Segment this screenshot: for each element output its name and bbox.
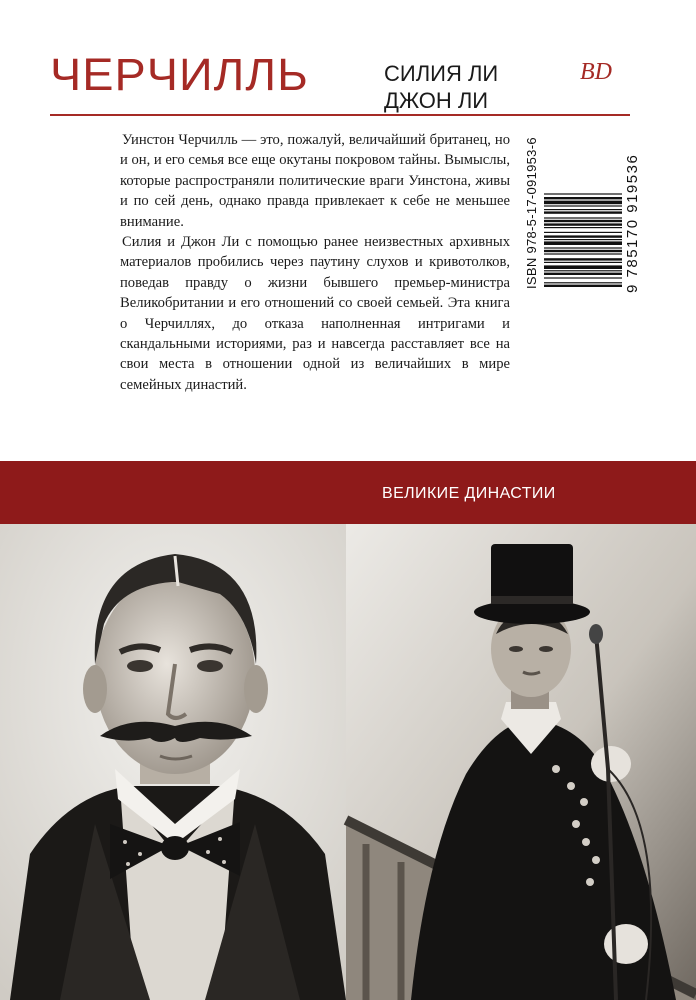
blurb-paragraph-2: Силия и Джон Ли с помощью ранее неизвестных архивных материалов пробились через паутину слухов и кривотолков, поведав правду о жизни бывшего премьер-министра Великобритании и его отношений со своей семьей. Эта книга о Черчиллях, до отказа наполненная интригами и скандальными историями, раз и навсегда расставляет все на свои места в отношении одной из величайших в мире семейных династий. bbox=[120, 234, 510, 393]
barcode-bar bbox=[544, 209, 622, 210]
author-2: ДЖОН ЛИ bbox=[384, 88, 489, 113]
barcode-bar bbox=[544, 262, 622, 263]
series-name: ВЕЛИКИЕ ДИНАСТИИ bbox=[382, 485, 556, 502]
barcode-bar bbox=[544, 277, 622, 278]
authors bbox=[384, 60, 498, 114]
isbn-barcode bbox=[524, 137, 658, 293]
barcode-bar bbox=[544, 250, 622, 252]
barcode-bar bbox=[544, 205, 622, 206]
barcode-bar bbox=[544, 253, 622, 254]
barcode-bar bbox=[544, 197, 622, 199]
barcode-bar bbox=[544, 270, 622, 271]
book-title: ЧЕРЧИЛЛЬ bbox=[50, 49, 309, 100]
barcode-digits: 9 785170 919536 bbox=[624, 153, 641, 293]
barcode-bar bbox=[544, 247, 622, 248]
barcode-bar bbox=[544, 223, 622, 225]
barcode-bar bbox=[544, 220, 622, 222]
isbn-label: ISBN 978-5-17-091953-6 bbox=[524, 137, 539, 289]
barcode-bar bbox=[544, 201, 622, 205]
title-divider bbox=[50, 114, 630, 116]
barcode-bar bbox=[544, 258, 622, 260]
blurb-paragraph-1: Уинстон Черчилль — это, пожалуй, величайший британец, но и он, и его семья все еще окутаны покровом тайны. Вымыслы, которые распространяли политические враги Уинстона, живы и по сей день, однако правда привлекает к себе не меньшее внимание. bbox=[120, 132, 510, 230]
photo-woman bbox=[346, 524, 696, 1000]
barcode-bar bbox=[544, 211, 622, 213]
barcode-bar bbox=[544, 227, 622, 228]
barcode-bar bbox=[544, 265, 622, 269]
author-1: СИЛИЯ ЛИ bbox=[384, 61, 499, 86]
publisher-logo-text: BD bbox=[580, 59, 612, 85]
barcode-bar bbox=[544, 217, 622, 218]
barcode-bar bbox=[544, 282, 622, 283]
blurb bbox=[120, 130, 510, 395]
barcode-bar bbox=[544, 239, 622, 240]
barcode-bar bbox=[544, 241, 622, 245]
barcode-bar bbox=[544, 232, 622, 233]
barcode-bar bbox=[544, 285, 622, 287]
photo-man bbox=[0, 524, 346, 1000]
publisher-logo bbox=[566, 54, 626, 90]
barcode-bar bbox=[544, 235, 622, 237]
barcode-bars bbox=[544, 139, 622, 289]
barcode-bar bbox=[544, 193, 622, 194]
barcode-bar bbox=[544, 273, 622, 275]
series-band bbox=[0, 461, 696, 524]
